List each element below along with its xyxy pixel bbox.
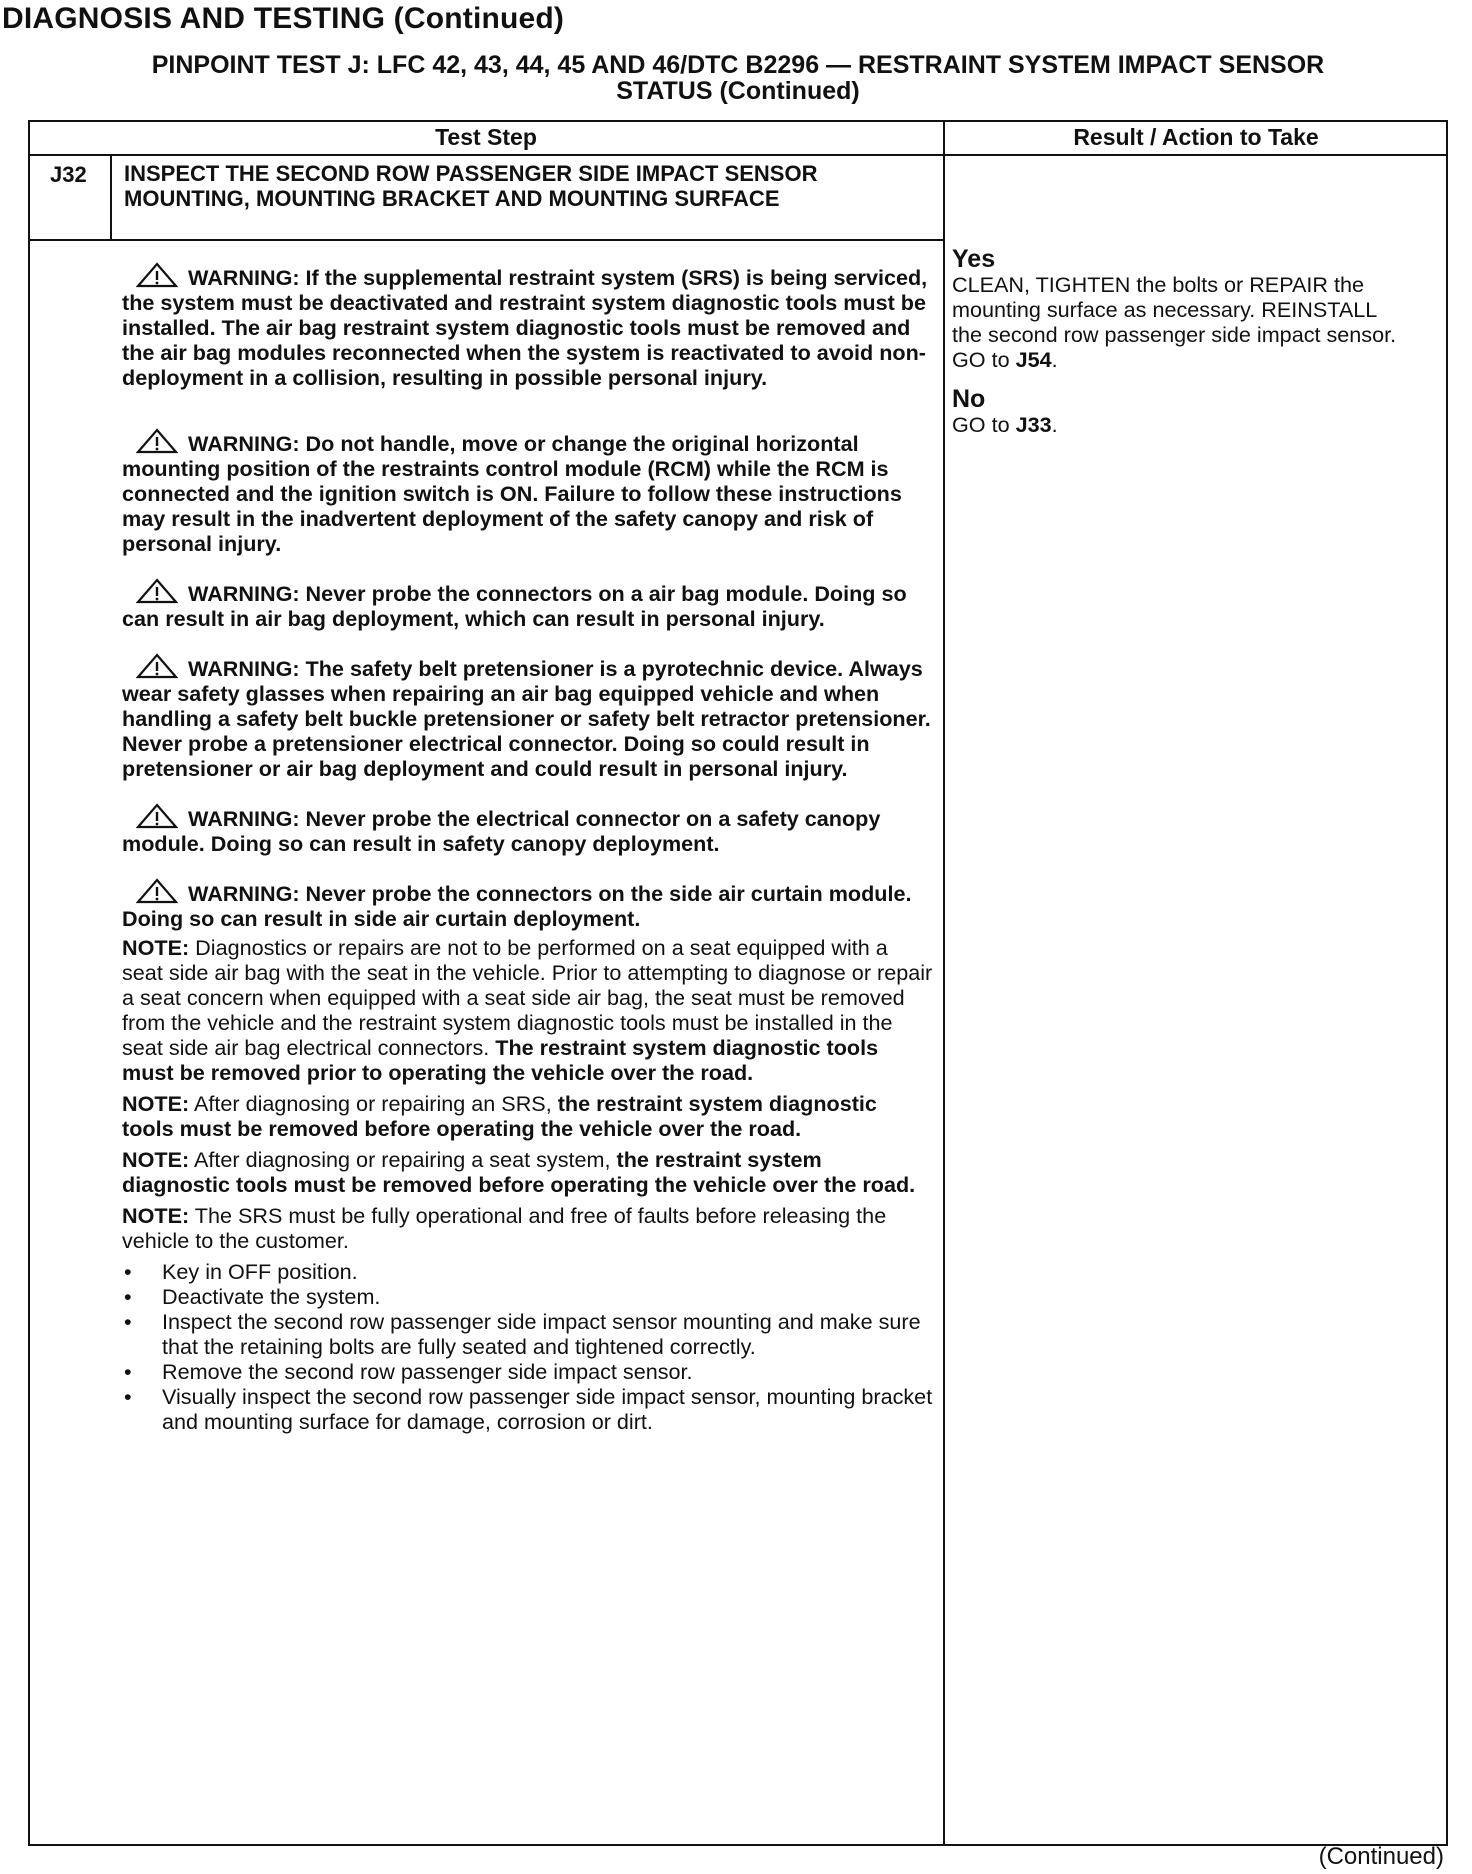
continued-footer: (Continued) bbox=[1318, 1843, 1444, 1870]
note-label: NOTE: bbox=[122, 1147, 190, 1172]
result-yes-tail: . bbox=[1051, 347, 1058, 372]
list-item: • Inspect the second row passenger side impact sensor mounting and make sure that the retaining bolts are fully seated and tightened correctly. bbox=[122, 1309, 934, 1359]
result-action-column bbox=[952, 246, 1412, 437]
subtitle-line-2: STATUS (Continued) bbox=[616, 77, 860, 105]
list-item: • Key in OFF position. bbox=[122, 1259, 934, 1284]
note-srs-operational bbox=[122, 1203, 934, 1253]
warning-text: WARNING: Never probe the connectors on the side air curtain module. Doing so can result in side air curtain deployment. bbox=[122, 881, 912, 931]
warning-pretensioner bbox=[122, 653, 934, 781]
result-no-tail: . bbox=[1051, 412, 1058, 437]
warning-srs bbox=[122, 262, 934, 390]
warning-safety-canopy bbox=[122, 803, 934, 856]
warning-text: WARNING: If the supplemental restraint system (SRS) is being serviced, the system must be deactivated and restraint system diagnostic tools must be installed. The air bag restraint system diagnostic tools must be removed and the air bag modules reconnected when the system is reactivated to avoid non-deployment in a collision, resulting in possible personal injury. bbox=[122, 265, 928, 390]
note-text: The SRS must be fully operational and free of faults before releasing the vehicle to the customer. bbox=[122, 1203, 887, 1253]
warning-triangle-icon bbox=[136, 428, 178, 454]
warning-triangle-icon bbox=[136, 803, 178, 829]
note-emphasis: The restraint system diagnostic tools must be removed prior to operating the vehicle over the road. bbox=[122, 1035, 879, 1085]
step-id-divider bbox=[110, 154, 112, 241]
subtitle-line-1: PINPOINT TEST J: LFC 42, 43, 44, 45 AND 46/DTC B2296 — RESTRAINT SYSTEM IMPACT SENSOR bbox=[151, 51, 1325, 79]
result-no-action bbox=[952, 412, 1412, 437]
warning-triangle-icon bbox=[136, 578, 178, 604]
column-divider bbox=[943, 120, 945, 1846]
page-title: DIAGNOSIS AND TESTING (Continued) bbox=[2, 2, 565, 35]
result-yes-target: J54 bbox=[1015, 347, 1052, 372]
list-item: • Remove the second row passenger side impact sensor. bbox=[122, 1359, 934, 1384]
warning-text: WARNING: Do not handle, move or change the original horizontal mounting position of the restraints control module (RCM) while the RCM is connected and the ignition switch is ON. Failure to follow these instructions may result in the inadvertent deployment of the safety canopy and risk of personal injury. bbox=[122, 431, 902, 556]
warning-triangle-icon bbox=[136, 262, 178, 288]
note-text: After diagnosing or repairing a seat system, bbox=[189, 1147, 617, 1172]
warning-triangle-icon bbox=[136, 653, 178, 679]
note-text: Diagnostics or repairs are not to be performed on a seat equipped with a seat side air bag with the seat in the vehicle. Prior to attempting to diagnose or repair a seat concern when equipped with a seat side air bag, the seat must be removed from the vehicle and the restraint system diagnostic tools must be installed in the seat side air bag electrical connectors. bbox=[122, 935, 933, 1060]
note-text: After diagnosing or repairing an SRS, bbox=[189, 1091, 558, 1116]
header-test-step: Test Step bbox=[435, 124, 537, 150]
warning-text: WARNING: Never probe the electrical connector on a safety canopy module. Doing so can result in safety canopy deployment. bbox=[122, 806, 881, 856]
note-label: NOTE: bbox=[122, 1203, 190, 1228]
result-yes-label: Yes bbox=[952, 245, 996, 273]
step-id: J32 bbox=[50, 162, 87, 187]
result-no-text: GO to bbox=[952, 412, 1016, 437]
procedure-bullets bbox=[122, 1259, 934, 1434]
test-step-body bbox=[122, 262, 934, 1434]
warning-text: WARNING: Never probe the connectors on a air bag module. Doing so can result in air bag deployment, which can result in personal injury. bbox=[122, 581, 907, 631]
warning-rcm bbox=[122, 428, 934, 556]
result-yes-text: CLEAN, TIGHTEN the bolts or REPAIR the mounting surface as necessary. REINSTALL the second row passenger side impact sensor. GO to bbox=[952, 272, 1397, 372]
warning-side-air-curtain bbox=[122, 878, 934, 931]
pinpoint-test-subtitle bbox=[28, 52, 1448, 104]
note-seat-side-air-bag bbox=[122, 935, 934, 1085]
result-no-target: J33 bbox=[1015, 412, 1052, 437]
note-emphasis: the restraint system diagnostic tools must be removed before operating the vehicle over the road. bbox=[122, 1147, 916, 1197]
list-item: • Deactivate the system. bbox=[122, 1284, 934, 1309]
note-label: NOTE: bbox=[122, 935, 190, 960]
step-title: INSPECT THE SECOND ROW PASSENGER SIDE IMPACT SENSOR MOUNTING, MOUNTING BRACKET AND MOUNTING SURFACE bbox=[124, 161, 818, 211]
note-emphasis: the restraint system diagnostic tools must be removed before operating the vehicle over the road. bbox=[122, 1091, 877, 1141]
header-result-action: Result / Action to Take bbox=[1073, 124, 1319, 150]
list-item: • Visually inspect the second row passenger side impact sensor, mounting bracket and mounting surface for damage, corrosion or dirt. bbox=[122, 1384, 934, 1434]
result-yes-action bbox=[952, 272, 1412, 372]
header-divider bbox=[28, 154, 1448, 156]
warning-text: WARNING: The safety belt pretensioner is a pyrotechnic device. Always wear safety glasses when repairing an air bag equipped vehicle and when handling a safety belt buckle pretensioner or safety belt retractor pretensioner. Never probe a pretensioner electrical connector. Doing so could result in pretensioner or air bag deployment and could result in personal injury. bbox=[122, 656, 931, 781]
warning-triangle-icon bbox=[136, 878, 178, 904]
step-title-divider bbox=[28, 239, 944, 241]
warning-air-bag-connectors bbox=[122, 578, 934, 631]
note-label: NOTE: bbox=[122, 1091, 190, 1116]
note-after-srs bbox=[122, 1091, 934, 1141]
result-no-label: No bbox=[952, 385, 986, 413]
note-after-seat-system bbox=[122, 1147, 934, 1197]
